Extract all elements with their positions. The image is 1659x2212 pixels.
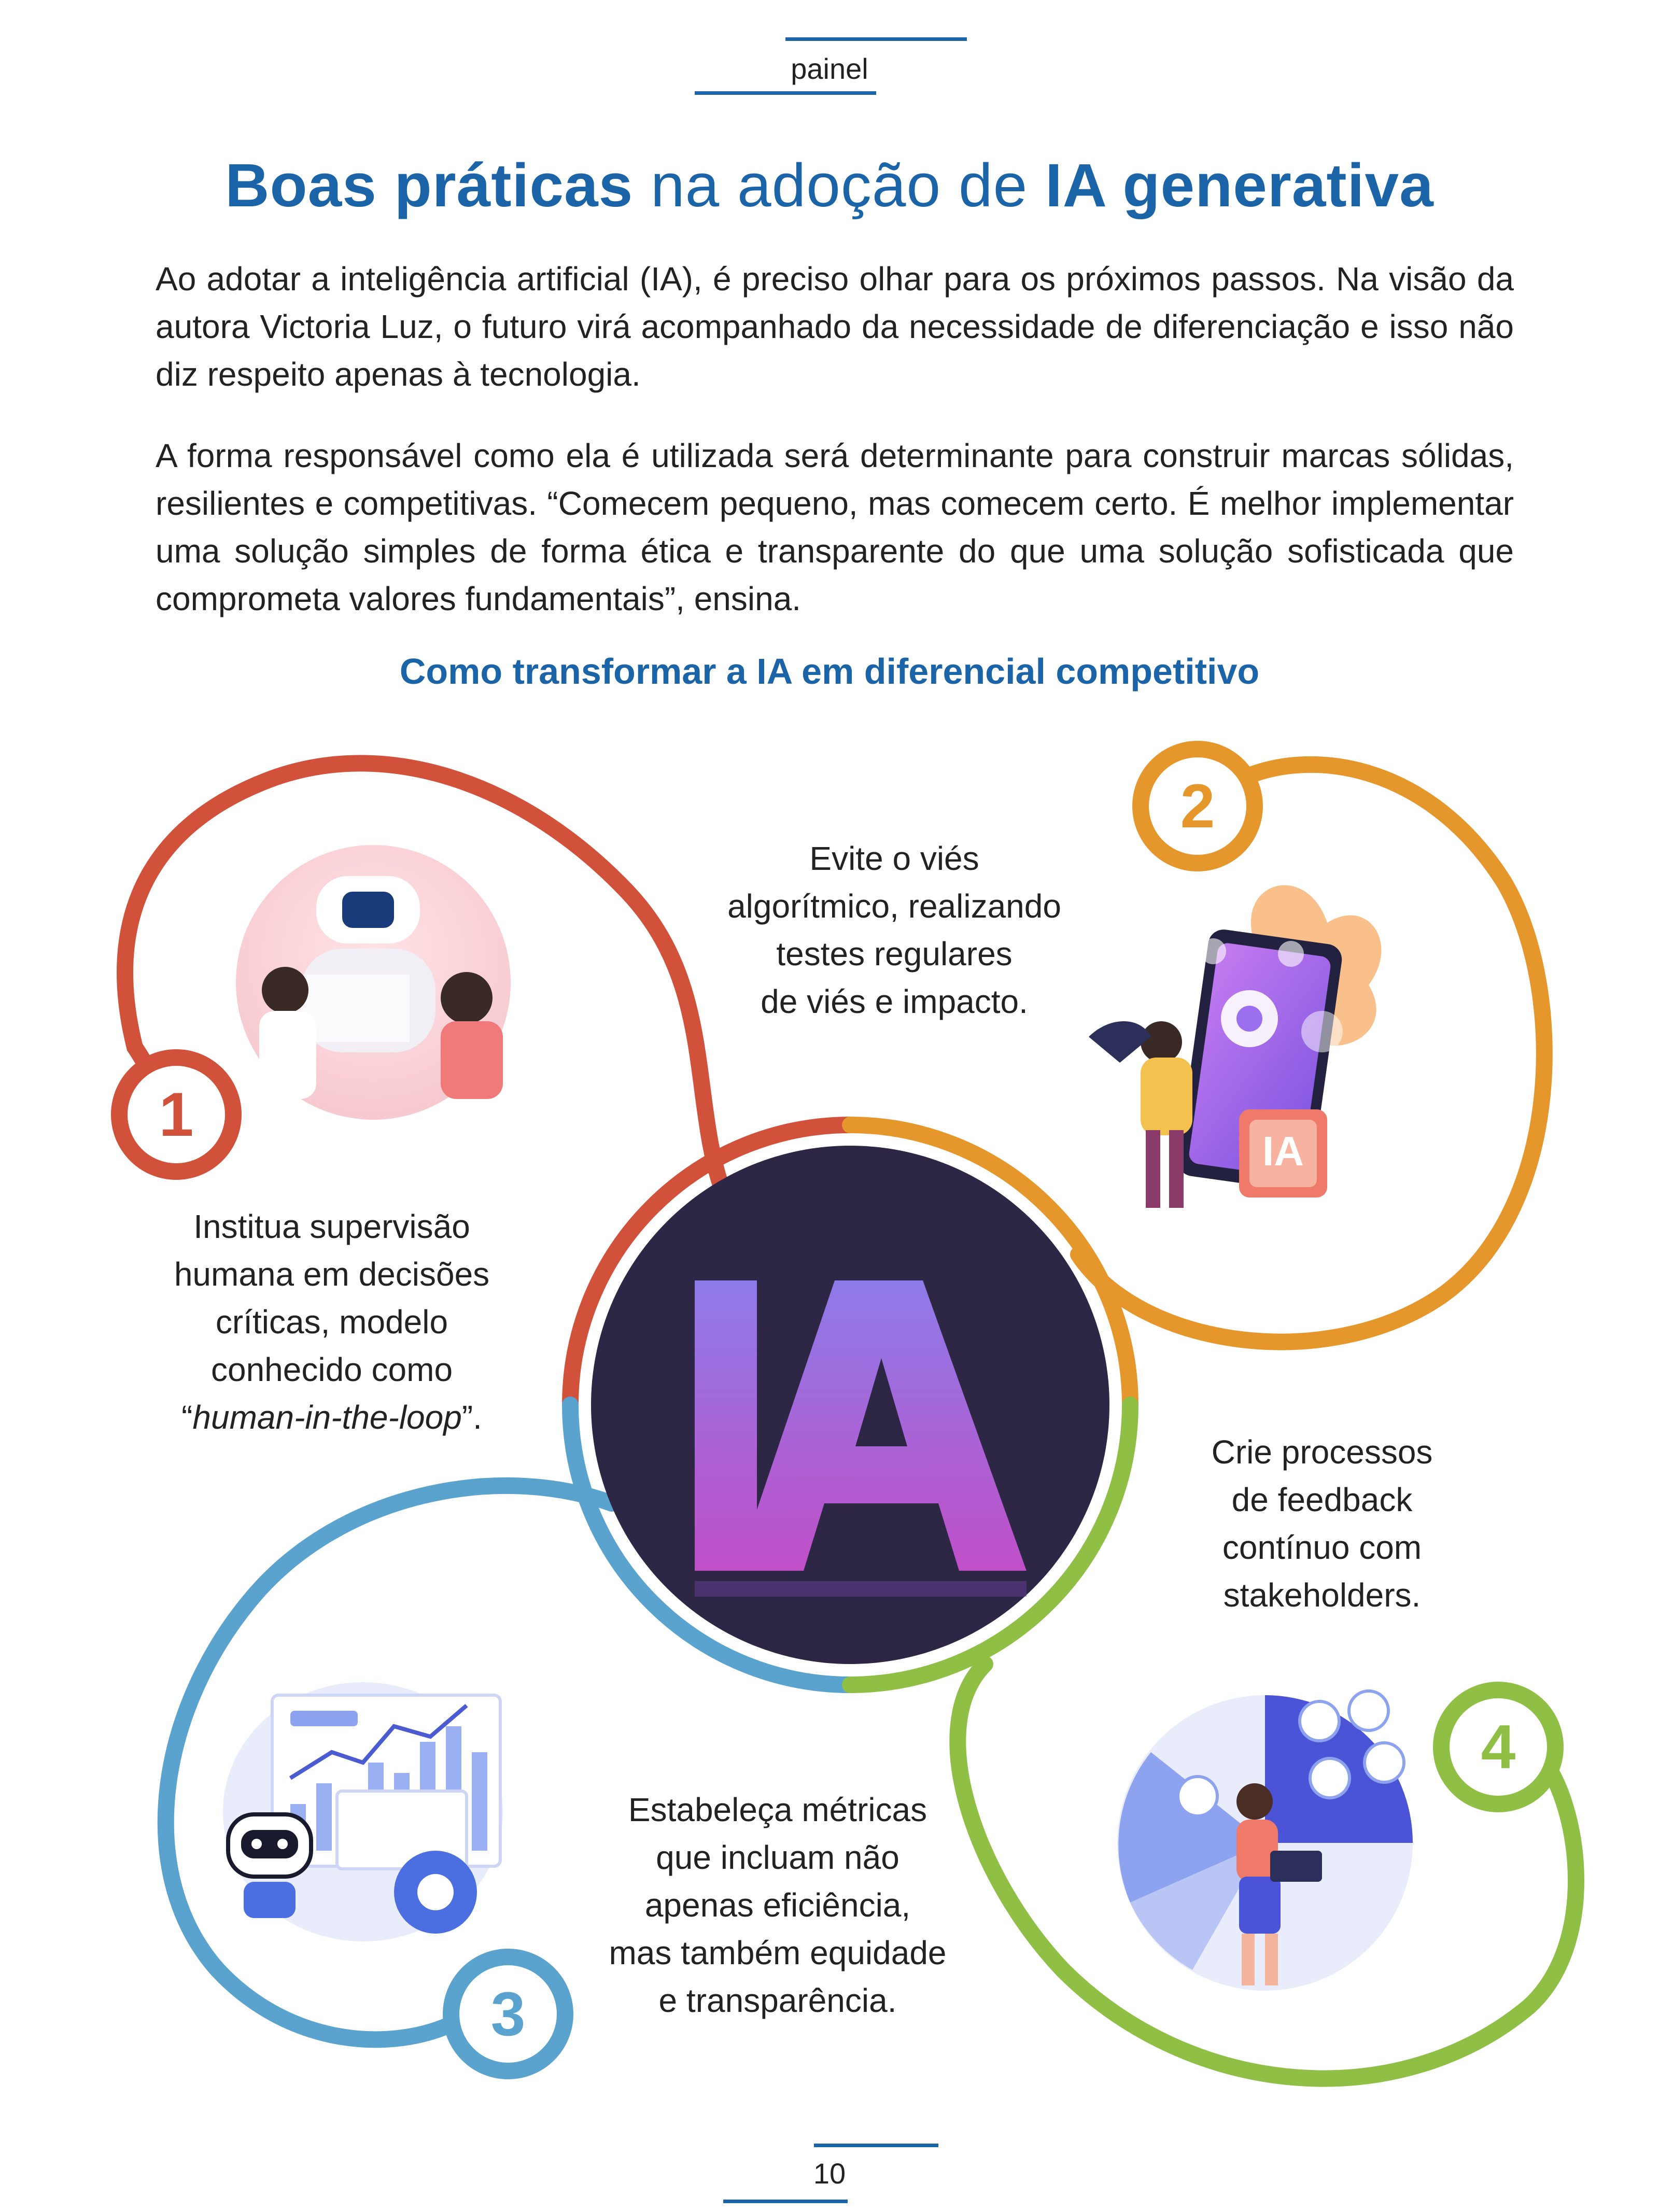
footer-rule-bottom [723, 2200, 848, 2203]
step-2-text [674, 835, 1115, 1025]
step-1-line-2: humana em decisões [174, 1256, 490, 1293]
step-1-quote-close: ”. [461, 1399, 482, 1436]
infographic-subtitle: Como transformar a IA em diferencial competitivo [399, 651, 1260, 692]
illustration-robot-meeting [236, 845, 511, 1120]
illustration-ia-badge: IA [1262, 1128, 1304, 1174]
step-1-quote-open: “ [181, 1399, 193, 1436]
step-3-line-4: mas também equidade [609, 1934, 947, 1971]
step-1-number: 1 [159, 1080, 194, 1149]
title-light-part: na adoção de [633, 151, 1045, 220]
step-3-text [570, 1786, 985, 2024]
page-number: 10 [813, 2157, 846, 2190]
illustration-phone-woman [1089, 885, 1381, 1208]
step-2-line-1: Evite o viés [809, 840, 979, 877]
step-4-number: 4 [1481, 1712, 1516, 1782]
title-bold-part-2: IA generativa [1045, 151, 1434, 220]
step-4-text [1161, 1428, 1483, 1619]
step-3-line-3: apenas eficiência, [644, 1886, 911, 1924]
step-2-line-4: de viés e impacto. [761, 983, 1028, 1020]
step-4-line-4: stakeholders. [1223, 1576, 1421, 1614]
step-1-line-3: críticas, modelo [215, 1303, 448, 1341]
step-1-italic-term: human-in-the-loop [192, 1399, 462, 1436]
intro-paragraph-1: Ao adotar a inteligência artificial (IA), é preciso olhar para os próximos passos. Na visão da autora Victoria Luz, o futuro virá acompanhado da necessidade de diferenciação e isso não diz respeito apenas à tecnologia. [156, 260, 1514, 393]
step-4-line-3: contínuo com [1222, 1529, 1422, 1566]
step-1-text [124, 1203, 539, 1441]
title-bold-part: Boas práticas [225, 151, 634, 220]
step-1-line-4: conhecido como [210, 1351, 453, 1388]
step-4-line-2: de feedback [1231, 1481, 1413, 1518]
footer-rule-top [814, 2144, 938, 2147]
illustration-robot-dashboard [223, 1682, 503, 1941]
illustration-feedback-chart [1117, 1691, 1413, 1991]
intro-paragraph-2: A forma responsável como ela é utilizada será determinante para construir marcas sólidas, resilientes e competitivas. “Comecem pequeno, mas comecem certo. É melhor implementar uma solução simples de forma ética e transparente do que uma solução sofisticada que comprometa valores fundamentais”, ensina. [156, 437, 1514, 617]
section-label: painel [791, 52, 868, 85]
step-3-line-1: Estabeleça métricas [628, 1791, 927, 1828]
step-3-line-5: e transparência. [658, 1982, 897, 2019]
step-4-line-1: Crie processos [1211, 1433, 1433, 1471]
step-1-line-5 [124, 1393, 539, 1441]
step-2-number: 2 [1180, 771, 1215, 841]
step-3-number: 3 [490, 1979, 526, 2049]
step-3-line-2: que incluam não [656, 1839, 899, 1876]
step-2-line-2: algorítmico, realizando [727, 887, 1061, 925]
step-1-line-1: Institua supervisão [193, 1208, 470, 1245]
step-2-line-3: testes regulares [776, 935, 1013, 973]
